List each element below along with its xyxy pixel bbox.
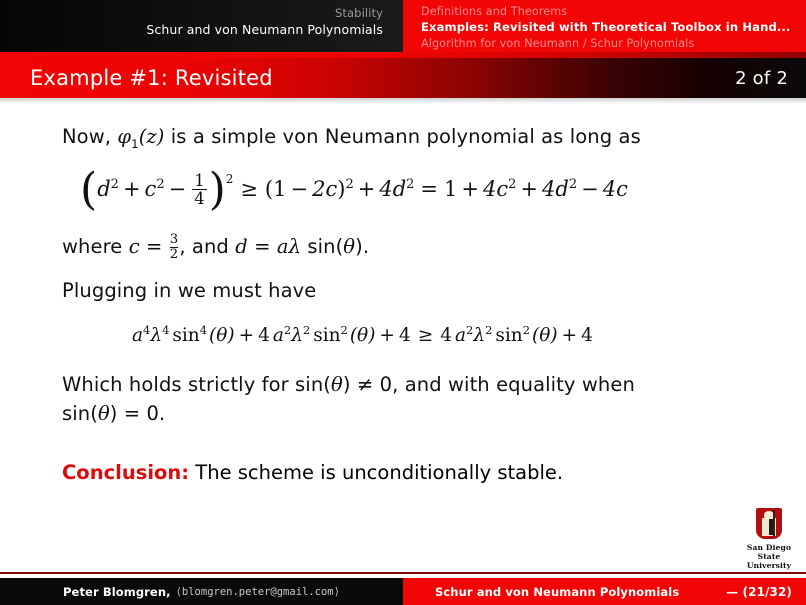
where-frac-denominator: 2 [169, 246, 179, 262]
eq1-four-d-b-pow: 2 [568, 177, 578, 193]
sdsu-shield-icon [756, 508, 782, 539]
which-holds-mid: ) [342, 373, 357, 397]
sin-line-prefix: sin( [62, 402, 98, 426]
logo-line-1: San Diego State [746, 543, 792, 561]
eq1-plus-2: + [357, 177, 376, 202]
logo-line-2: University [746, 561, 792, 570]
where-a-var: a [276, 235, 289, 259]
eq1-plus-4: + [520, 177, 539, 202]
eq2-lambda2-pow: 2 [302, 323, 311, 338]
where-fraction-three-halves [170, 233, 179, 262]
intro-paragraph [62, 122, 766, 151]
eq2-four3: 4 [440, 325, 453, 347]
eq1-c: c [144, 177, 157, 202]
where-paragraph [62, 232, 766, 262]
phi-argument: (z) [138, 125, 165, 148]
eq1-rhs-pow: 2 [345, 177, 354, 193]
eq2-theta2: (θ) [349, 325, 376, 347]
eq1-minus-2: − [290, 177, 309, 202]
footer-bar [0, 578, 806, 605]
eq2-sin3-pow: 2 [522, 323, 530, 338]
eq1-minus-3: − [581, 177, 599, 202]
eq1-four-d: 4d [379, 177, 407, 202]
which-holds-paragraph [62, 370, 766, 399]
slide-counter: 2 of 2 [735, 67, 788, 89]
aztec-warrior-spear [773, 510, 775, 536]
eq1-one-b: 1 [444, 177, 458, 202]
eq2-lambda1: λ [150, 325, 163, 347]
phi-symbol: φ [117, 125, 132, 148]
eq1-frac-denominator: 4 [194, 188, 205, 208]
eq1-frac-numerator: 1 [194, 170, 205, 190]
footer-page-number: — (21/32) [726, 584, 792, 599]
eq2-a2: a [272, 325, 284, 347]
where-theta: θ [343, 235, 356, 259]
eq1-four-c: 4c [483, 177, 509, 202]
which-holds-suffix: 0, and with equality when [373, 373, 635, 397]
where-mid: , and [179, 235, 236, 259]
nav-item-definitions[interactable]: Definitions and Theorems [421, 5, 568, 18]
footer-divider [0, 572, 806, 574]
eq2-four4: 4 [581, 325, 593, 347]
phi-subscript: 1 [131, 136, 139, 151]
eq2-four1: 4 [258, 325, 270, 347]
eq1-plus-3: + [461, 177, 480, 202]
eq1-geq: ≥ [240, 177, 258, 202]
eq1-plus-1: + [122, 177, 141, 202]
which-holds-neq-icon: ≠ [356, 373, 374, 397]
navigation-header [0, 0, 806, 52]
eq2-plus-3: + [561, 325, 578, 347]
eq2-a3: a [455, 325, 467, 347]
eq2-geq: ≥ [417, 325, 434, 347]
where-sin: sin( [301, 235, 344, 259]
eq1-four-d-pow: 2 [406, 177, 415, 193]
eq1-c-pow: 2 [156, 177, 165, 193]
eq1-equals: = [420, 177, 439, 202]
intro-prefix: Now, [62, 125, 118, 148]
footer-email[interactable]: ⟨blomgren.peter@gmail.com⟩ [175, 585, 340, 598]
where-equals-2: = [247, 235, 277, 259]
intro-suffix: is a simple von Neumann polynomial as long as [164, 125, 641, 148]
footer-author: Peter Blomgren, [63, 584, 171, 599]
eq2-a3-pow: 2 [466, 323, 474, 338]
eq1-four-c-pow: 2 [508, 177, 517, 193]
eq2-theta1: (θ) [208, 325, 235, 347]
spacer-after-where [62, 262, 766, 276]
nav-right-panel [403, 0, 806, 52]
nav-item-examples[interactable]: Examples: Revisited with Theoretical Toolbox in Hand... [421, 19, 791, 34]
which-holds-prefix: Which holds strictly for sin( [62, 373, 331, 397]
conclusion-label: Conclusion: [62, 461, 190, 485]
equation-one [80, 163, 766, 215]
eq1-four-c-b: 4c [602, 177, 628, 202]
eq1-minus-1: − [168, 177, 187, 202]
slide-content [0, 104, 806, 572]
sin-line-theta: θ [97, 402, 110, 426]
spacer-after-eq1 [62, 208, 766, 232]
eq2-a1-pow: 4 [143, 323, 151, 338]
eq1-open-paren: ( [80, 163, 98, 215]
eq2-sin1-pow: 4 [199, 323, 207, 338]
eq1-one: 1 [273, 177, 287, 202]
eq2-sin2-pow: 2 [340, 323, 348, 338]
eq2-lambda1-pow: 4 [162, 323, 170, 338]
where-d-var: d [235, 235, 248, 259]
where-prefix: where [62, 235, 129, 259]
eq2-sin3: sin [495, 325, 523, 347]
eq2-lambda3: λ [473, 325, 486, 347]
footer-subject: Schur and von Neumann Polynomials [435, 584, 680, 599]
eq2-plus-1: + [238, 325, 255, 347]
nav-left-panel [0, 0, 403, 52]
eq1-rhs-close: ) [337, 177, 346, 202]
where-equals-1: = [139, 235, 169, 259]
eq2-four2: 4 [398, 325, 411, 347]
eq1-d: d [97, 177, 111, 202]
title-bar-region [0, 52, 806, 104]
spacer-after-eq2 [62, 346, 766, 370]
which-holds-theta-1: θ [331, 373, 343, 397]
eq2-a1: a [132, 325, 144, 347]
eq1-four-d-b: 4d [542, 177, 569, 202]
nav-item-algorithm[interactable]: Algorithm for von Neumann / Schur Polynomials [421, 36, 695, 50]
nav-subsection-label: Schur and von Neumann Polynomials [146, 22, 383, 37]
eq2-sin1: sin [172, 325, 200, 347]
sin-line-suffix: ) = 0. [109, 402, 166, 426]
eq2-a2-pow: 2 [283, 323, 292, 338]
eq1-close-paren: ) [208, 163, 226, 215]
eq1-rhs-open: ( [264, 177, 274, 202]
eq2-lambda2: λ [291, 325, 303, 347]
where-lambda: λ [288, 235, 302, 259]
eq2-plus-2: + [379, 325, 395, 347]
spacer-before-conclusion [62, 428, 766, 458]
eq2-theta3: (θ) [532, 325, 558, 347]
which-holds-paragraph-line2 [62, 399, 766, 428]
nav-section-label: Stability [335, 6, 383, 20]
eq1-two-c: 2c [312, 177, 338, 202]
conclusion-text: The scheme is unconditionally stable. [189, 461, 564, 485]
eq2-sin2: sin [313, 325, 341, 347]
eq1-d-pow: 2 [110, 177, 119, 193]
eq1-fraction-one-fourth [192, 172, 206, 207]
where-suffix: ). [355, 235, 370, 259]
eq2-lambda3-pow: 2 [485, 323, 493, 338]
sdsu-logo [738, 508, 800, 570]
plugging-paragraph: Plugging in we must have [62, 279, 317, 303]
where-frac-numerator: 3 [169, 231, 179, 247]
eq1-outer-power: 2 [225, 172, 234, 187]
equation-two [132, 325, 766, 346]
where-c-var: c [128, 235, 140, 259]
conclusion-paragraph [62, 458, 766, 487]
page-title: Example #1: Revisited [30, 66, 273, 90]
footer-right-panel [403, 578, 806, 605]
footer-left-panel [0, 578, 403, 605]
title-bar [0, 58, 806, 98]
